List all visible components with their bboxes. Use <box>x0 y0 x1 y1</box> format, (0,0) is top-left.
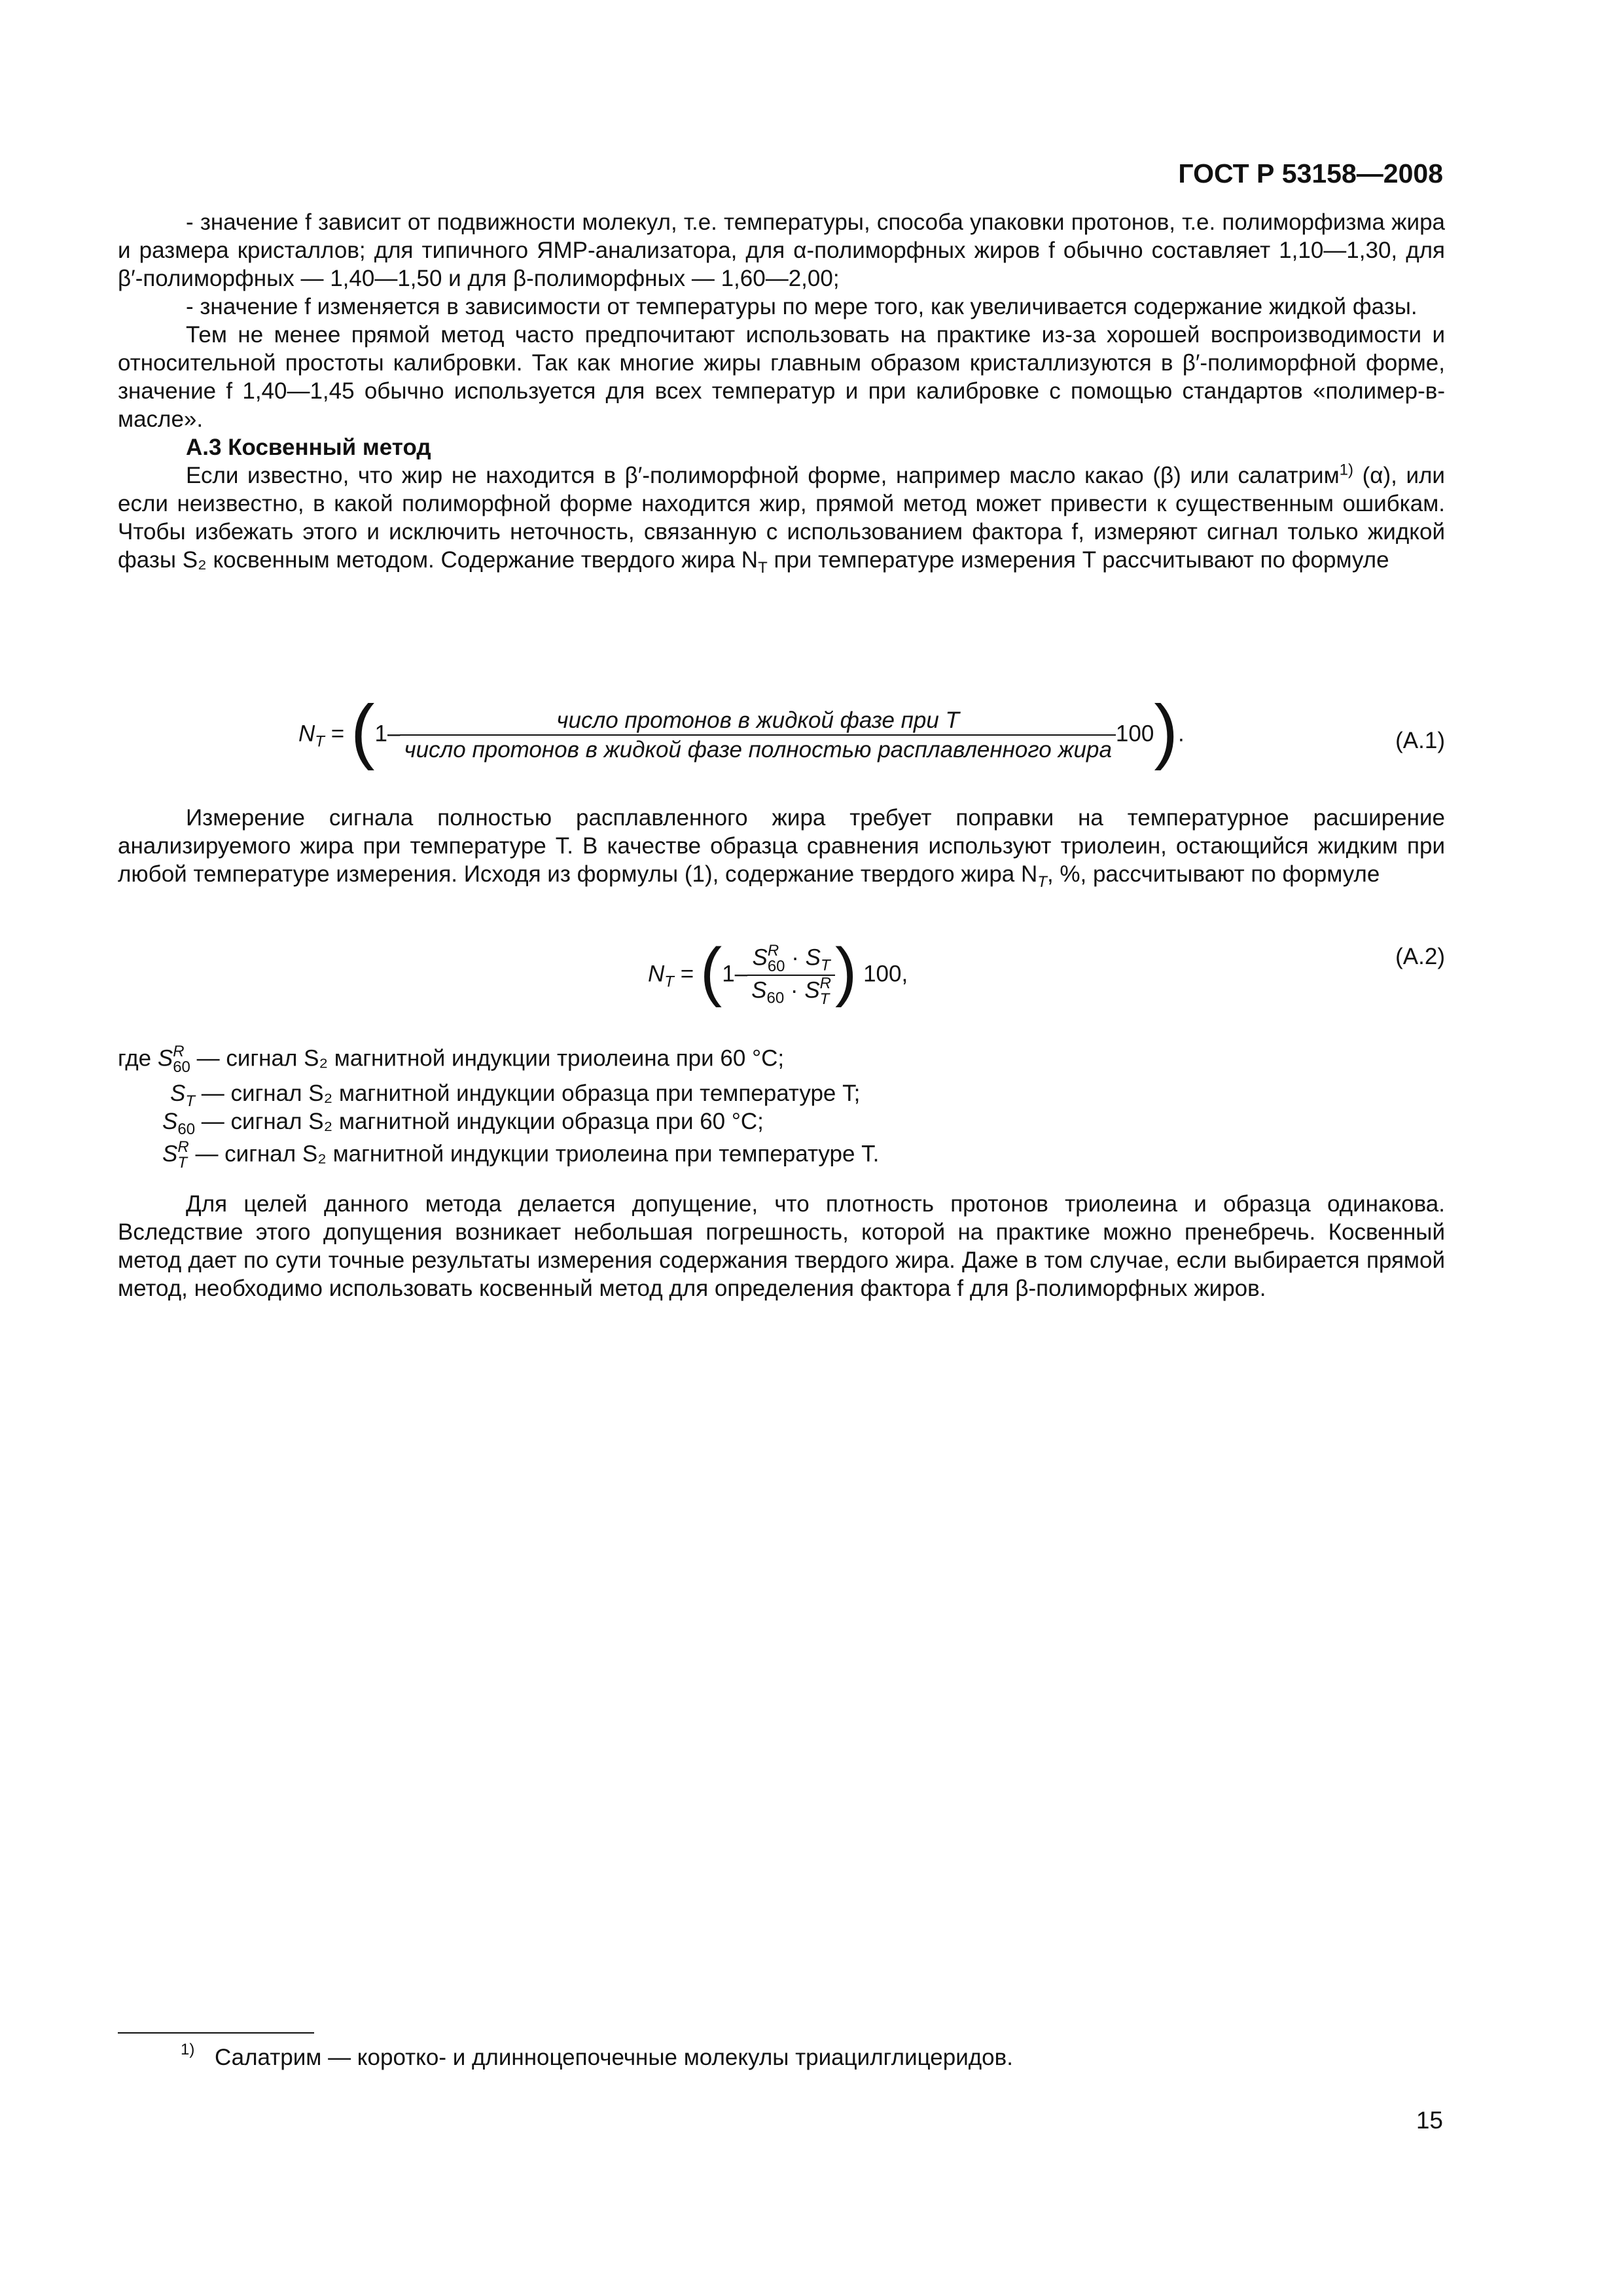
formula-a2-den-dot: · <box>790 977 798 1003</box>
formula-a1-number: (А.1) <box>1395 728 1445 753</box>
definition-s60 <box>118 1107 1445 1136</box>
formula-a2-num-b: S <box>805 944 821 971</box>
formula-a2-lhs: N <box>648 961 665 987</box>
definition-s60r <box>118 1044 1445 1075</box>
body-bottom <box>118 1190 1445 1302</box>
formula-a1-body <box>298 691 1185 771</box>
formula-a2-fraction <box>747 943 835 1007</box>
paragraph-melted-signal <box>118 804 1445 891</box>
page-number: 15 <box>1416 2107 1443 2134</box>
formula-a2-open-paren: ( <box>700 935 722 1008</box>
formula-a1-open-paren: ( <box>350 691 375 771</box>
footnote-mark: 1) <box>181 2041 195 2058</box>
definition-s60-text: — сигнал S₂ магнитной индукции образца при 60 °С; <box>201 1109 764 1134</box>
paragraph-f-depends: - значение f зависит от подвижности молекул, т.е. температуры, способа упаковки протонов, т.е. полиморфизма жира и размера кристаллов; для типичного ЯМР-анализатора, для α-полиморфных жиров f обычно составляет 1,10—1,30, для β′-полиморфных — 1,40—1,50 и для β-полиморфных — 1,60—2,00; <box>118 209 1445 291</box>
definition-s60r-text: — сигнал S₂ магнитной индукции триолеина при 60 °С; <box>196 1045 785 1071</box>
body-top <box>118 208 1445 577</box>
formula-a2 <box>118 935 1445 1028</box>
formula-a2-num-a-script <box>768 943 785 975</box>
formula-a2-den-b-sub: T <box>819 990 830 1008</box>
footnote-text: Салатрим — коротко- и длинноцепочечные молекулы триацилглицеридов. <box>215 2045 1013 2070</box>
formula-a2-den-b: S <box>804 977 820 1003</box>
footnote-rule <box>118 2032 314 2034</box>
melted-signal-sub: T <box>1037 873 1047 891</box>
formula-a1-factor: 100 <box>1115 721 1154 747</box>
footnote-ref: 1) <box>1339 461 1354 479</box>
body-middle <box>118 804 1445 891</box>
indirect-intro-part2: (α), или если неизвестно, в какой полиморфной форме находится жир, прямой метод может привести к существенным ошибкам. Чтобы избежать этого и исключить неточность, связанную с использованием фактора f, измеряют сигнал только жидкой фазы S₂ косвенным методом. Содержание твердого жира N <box>118 463 1445 573</box>
formula-a1 <box>118 691 1445 784</box>
formula-a2-lhs-sub: T <box>664 973 674 991</box>
formula-a2-den-b-script <box>820 976 831 1007</box>
formula-a1-eq: = <box>330 721 345 747</box>
formula-a1-denominator: число протонов в жидкой фазе полностью расплавленного жира <box>400 734 1115 764</box>
paragraph-assumption: Для целей данного метода делается допущение, что плотность протонов триолеина и образца одинакова. Вследствие этого допущения возникает небольшая погрешность, которой на практике можно пренебречь. Косвенный метод дает по сути точные результаты измерения содержания твердого жира. Даже в том случае, если выбирается прямой метод, необходимо использовать косвенный метод для определения фактора f для β-полиморфных жиров. <box>118 1191 1445 1301</box>
paragraph-indirect-intro <box>118 461 1445 577</box>
paragraph-direct-method: Тем не менее прямой метод часто предпочитают использовать на практике из-за хорошей воспроизводимости и относительной простоты калибровки. Так как многие жиры главным образом кристаллизуются в β′-полиморфной форме, значение f 1,40—1,45 обычно используется для всех температур и при калибровке с помощью стандартов «полимер-в-масле». <box>118 322 1445 432</box>
formula-a2-numerator <box>748 943 834 975</box>
definition-str <box>118 1139 1445 1171</box>
formula-a2-num-b-sub: T <box>821 956 830 975</box>
definitions-where: где <box>118 1045 152 1071</box>
formula-a2-den-a: S <box>751 977 767 1003</box>
formula-a2-den-a-sub: 60 <box>766 989 785 1007</box>
definition-str-sup: R <box>177 1138 189 1156</box>
formula-a2-num-a-sup: R <box>767 942 779 960</box>
formula-a1-close-paren: ) <box>1154 691 1178 771</box>
definition-s60-sub: 60 <box>177 1121 196 1138</box>
indirect-intro-part3: при температуре измерения T рассчитывают по формуле <box>767 547 1389 573</box>
definition-str-sub: T <box>177 1154 188 1172</box>
formula-a2-num-a: S <box>752 944 768 971</box>
melted-signal-text: Измерение сигнала полностью расплавленного жира требует поправки на температурное расширение анализируемого жира при температуре T. В качестве образца сравнения используют триолеин, остающийся жидким при любой температуре измерения. Исходя из формулы (1), содержание твердого жира N <box>118 805 1445 887</box>
definition-st-text: — сигнал S₂ магнитной индукции образца при температуре T; <box>201 1081 861 1106</box>
definition-str-text: — сигнал S₂ магнитной индукции триолеина при температуре T. <box>195 1141 880 1167</box>
definitions-list <box>118 1044 1445 1171</box>
formula-a2-one-minus: 1– <box>722 961 748 987</box>
paragraph-f-changes: - значение f изменяется в зависимости от температуры по мере того, как увеличивается содержание жидкой фазы. <box>186 294 1418 319</box>
definition-str-symbol: S <box>162 1141 178 1167</box>
formula-a2-num-a-sub: 60 <box>767 958 785 975</box>
definition-s60-symbol: S <box>162 1109 178 1134</box>
document-header: ГОСТ Р 53158—2008 <box>1178 158 1443 188</box>
formula-a1-one-minus: 1– <box>374 721 401 747</box>
definition-s60r-sub: 60 <box>173 1058 190 1076</box>
formula-a1-numerator: число протонов в жидкой фазе при T <box>556 708 959 733</box>
definition-s60r-symbol: S <box>157 1045 173 1071</box>
indirect-intro-sub: T <box>758 559 768 577</box>
definition-st <box>118 1079 1445 1110</box>
formula-a2-close-paren: ) <box>835 935 857 1008</box>
definition-st-symbol: S <box>170 1081 186 1106</box>
definition-str-script <box>177 1139 188 1171</box>
definition-s60r-script <box>173 1044 190 1075</box>
formula-a1-lhs-sub: T <box>315 732 325 751</box>
melted-signal-tail: , %, рассчитывают по формуле <box>1046 861 1380 887</box>
formula-a1-tail: . <box>1177 721 1185 747</box>
definition-s60r-sup: R <box>173 1043 185 1060</box>
formula-a1-lhs: N <box>298 721 315 747</box>
formula-a2-den-b-sup: R <box>819 975 832 992</box>
formula-a1-fraction <box>400 706 1115 764</box>
formula-a2-number: (А.2) <box>1395 944 1445 969</box>
definition-st-sub: T <box>185 1092 196 1110</box>
indirect-intro-part1: Если известно, что жир не находится в β′-полиморфной форме, например масло какао (β) или салатрим <box>186 463 1340 488</box>
footnote <box>183 2043 1361 2072</box>
formula-a2-body <box>648 935 908 1008</box>
formula-a2-num-dot: · <box>791 944 799 971</box>
formula-a2-eq: = <box>680 961 694 987</box>
formula-a2-denominator <box>747 975 835 1007</box>
section-heading: А.3 Косвенный метод <box>186 435 431 460</box>
formula-a2-factor: 100, <box>863 961 908 987</box>
